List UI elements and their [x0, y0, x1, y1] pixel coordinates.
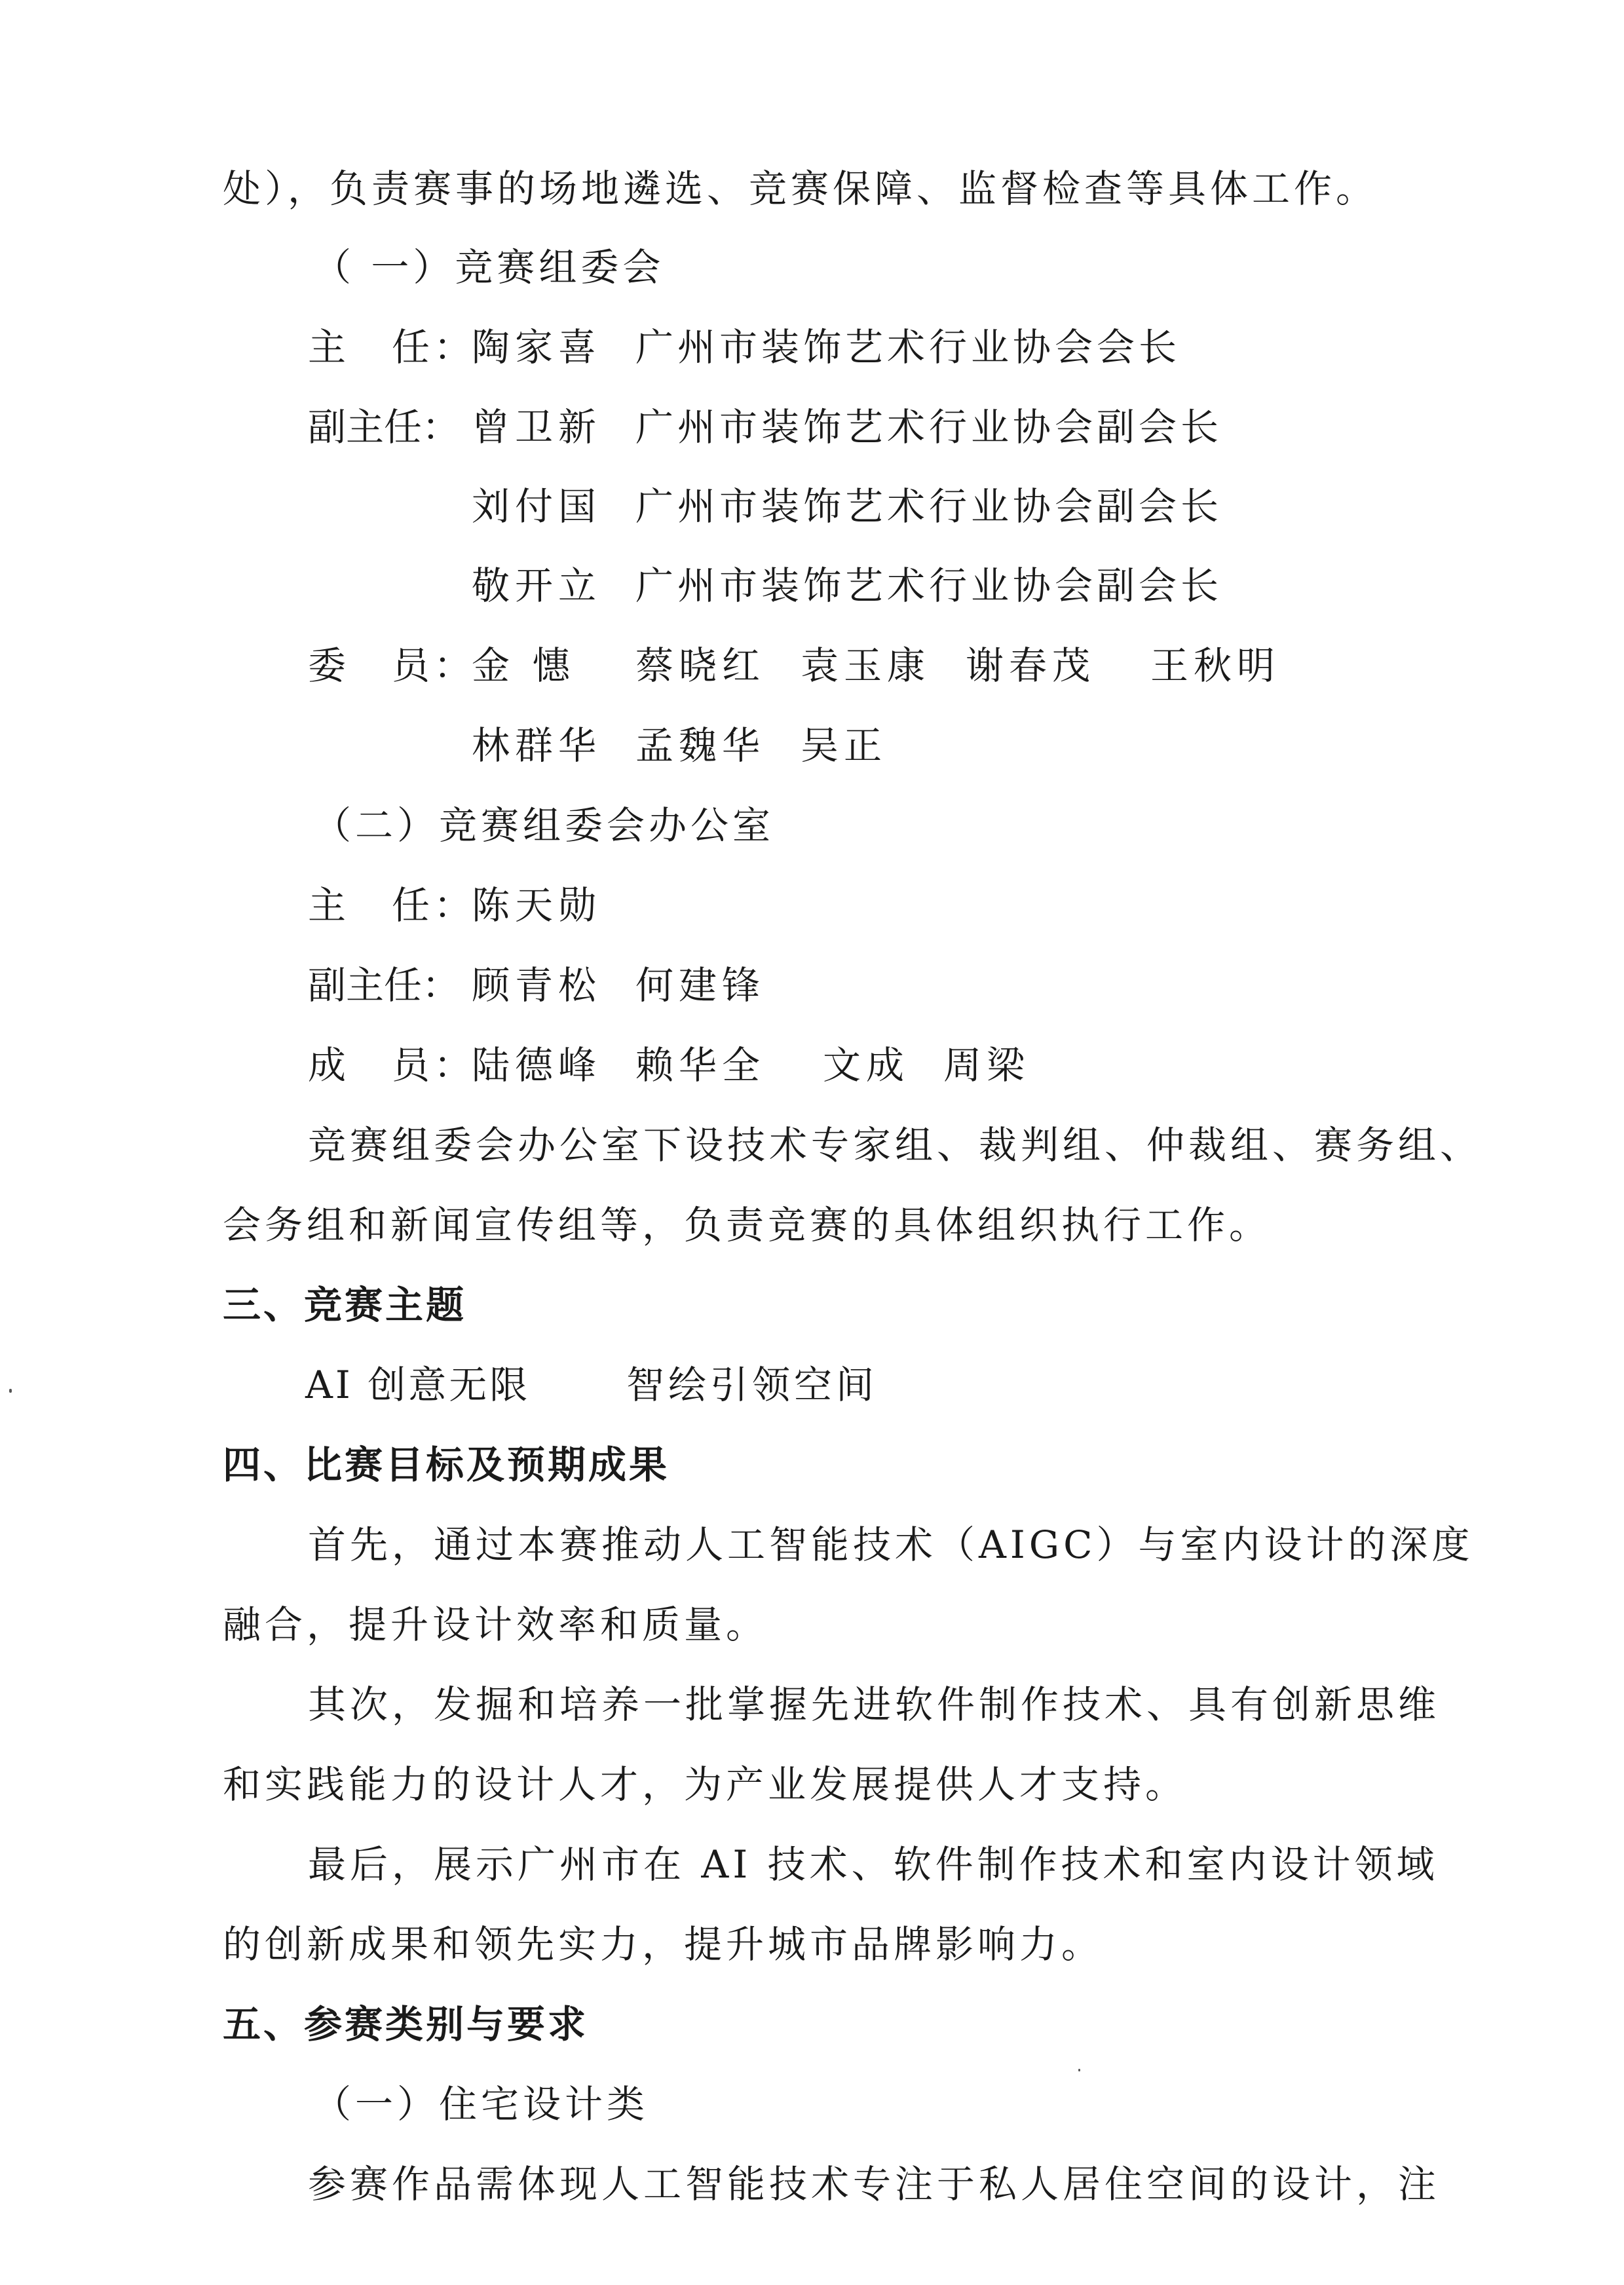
office-director-label: 主 任： [308, 883, 476, 928]
committee-heading: （ 一）竞赛组委会 [313, 245, 665, 290]
committee-member: 吴正 [801, 723, 888, 768]
committee-member: 蔡晓红 [635, 643, 766, 688]
category-1-description: 参赛作品需体现人工智能技术专注于私人居住空间的设计，注 [308, 2162, 1441, 2206]
office-member: 陆德峰 [472, 1043, 602, 1087]
committee-member: 孟魏华 [635, 723, 766, 768]
committee-members-label: 委 员： [308, 643, 476, 688]
scan-speck [9, 1389, 12, 1393]
goal-line: 最后，展示广州市在 AI 技术、软件制作技术和室内设计领域 [308, 1842, 1439, 1887]
office-member: 赖华全 [635, 1043, 766, 1087]
committee-deputy-name: 刘付国 [472, 484, 602, 529]
committee-member: 王秋明 [1150, 643, 1281, 688]
committee-director-name: 陶家喜 [472, 325, 602, 369]
office-description-line: 竞赛组委会办公室下设技术专家组、裁判组、仲裁组、赛务组、 [308, 1123, 1482, 1167]
office-heading: （二）竞赛组委会办公室 [313, 803, 775, 848]
committee-member: 林群华 [472, 723, 602, 768]
committee-deputy-label: 副主任： [308, 405, 461, 449]
goal-line: 融合，提升设计效率和质量。 [223, 1602, 768, 1647]
committee-deputy-name: 曾卫新 [472, 405, 602, 449]
categories-heading: 五、参赛类别与要求 [223, 2002, 589, 2047]
goal-line: 和实践能力的设计人才，为产业发展提供人才支持。 [223, 1762, 1188, 1807]
committee-director-label: 主 任： [308, 325, 476, 369]
office-deputy-label: 副主任： [308, 963, 461, 1008]
theme-heading: 三、竞赛主题 [223, 1283, 467, 1327]
goal-line: 首先，通过本赛推动人工智能技术（AIGC）与室内设计的深度 [308, 1522, 1474, 1567]
committee-member: 谢春茂 [966, 643, 1096, 688]
office-member: 周梁 [943, 1043, 1030, 1087]
committee-deputy-org: 广州市装饰艺术行业协会副会长 [635, 484, 1223, 529]
goal-line: 其次，发掘和培养一批掌握先进软件制作技术、具有创新思维 [308, 1682, 1441, 1727]
office-deputy-name: 何建锋 [635, 963, 766, 1008]
committee-deputy-org: 广州市装饰艺术行业协会副会长 [635, 405, 1223, 449]
intro-tail-line: 处），负责赛事的场地遴选、竞赛保障、监督检查等具体工作。 [223, 166, 1378, 211]
committee-director-org: 广州市装饰艺术行业协会会长 [635, 325, 1181, 369]
committee-member: 袁玉康 [801, 643, 931, 688]
scan-speck [1078, 2069, 1080, 2071]
office-members-label: 成 员： [308, 1043, 476, 1087]
theme-part-2: 智绘引领空间 [626, 1363, 878, 1407]
committee-deputy-org: 广州市装饰艺术行业协会副会长 [635, 563, 1223, 608]
office-member: 文成 [823, 1043, 910, 1087]
goals-heading: 四、比赛目标及预期成果 [223, 1443, 670, 1487]
office-director-name: 陈天勋 [472, 883, 602, 928]
theme-part-1: AI 创意无限 [305, 1363, 531, 1407]
office-deputy-name: 顾青松 [472, 963, 602, 1008]
office-description-line: 会务组和新闻宣传组等，负责竞赛的具体组织执行工作。 [223, 1203, 1272, 1247]
goal-line: 的创新成果和领先实力，提升城市品牌影响力。 [223, 1922, 1104, 1967]
committee-member: 金 憓 [472, 643, 576, 688]
committee-deputy-name: 敬开立 [472, 563, 602, 608]
category-1-heading: （一）住宅设计类 [313, 2082, 649, 2126]
